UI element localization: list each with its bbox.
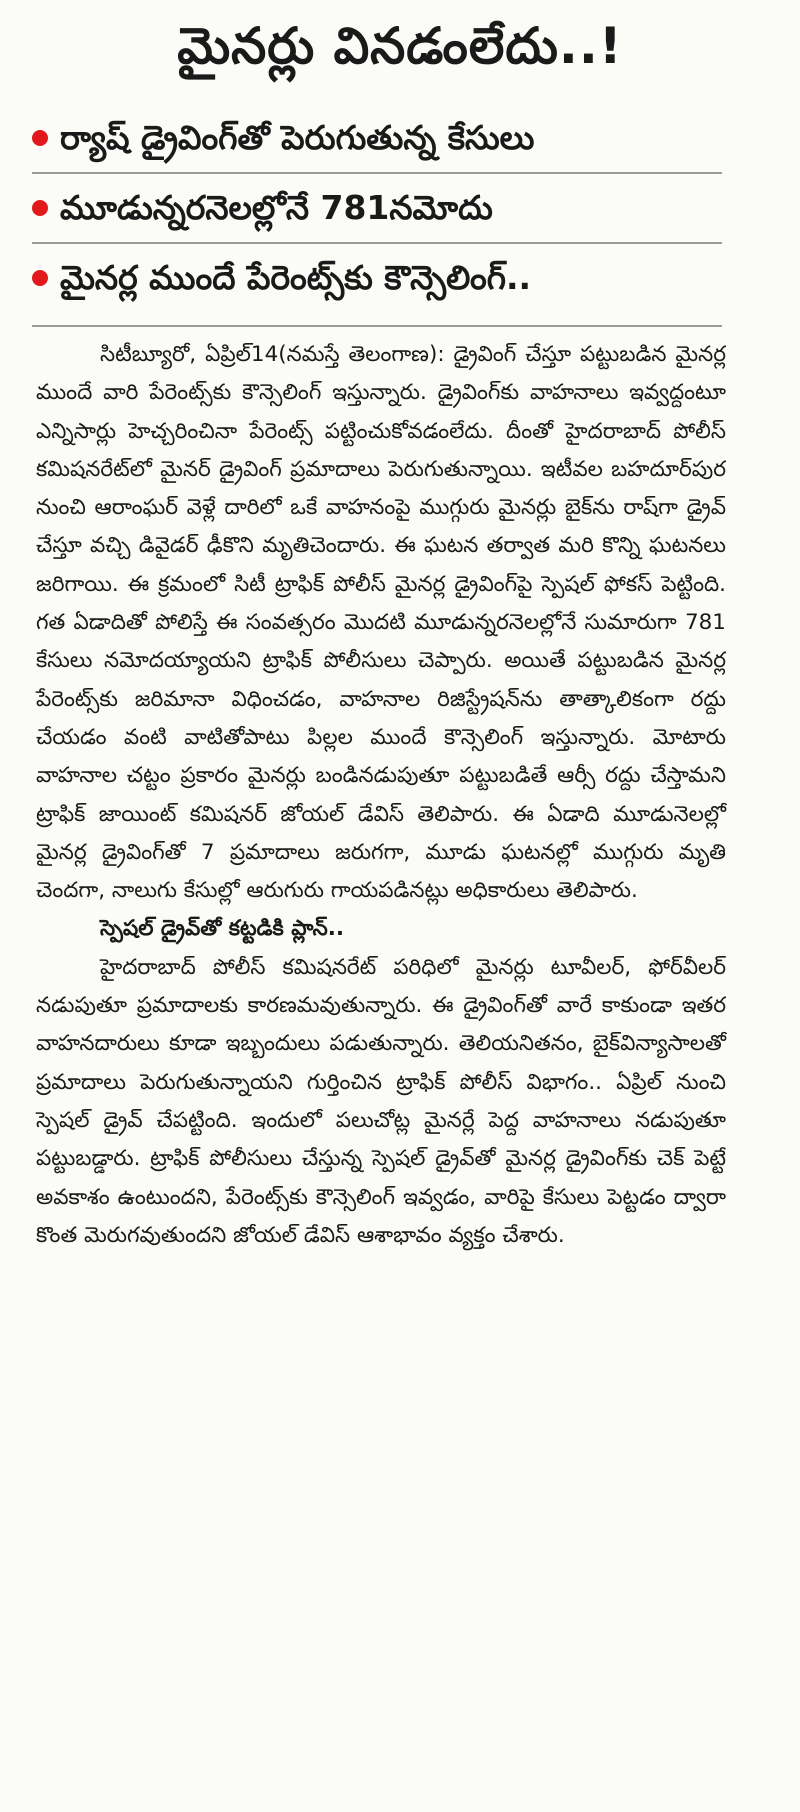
red-bullet-icon: [32, 130, 48, 146]
subheadline-2-text: మూడున్నరనెలల్లోనే 781నమోదు: [60, 188, 493, 227]
red-bullet-icon: [32, 270, 48, 286]
article-paragraph-2: హైదరాబాద్ పోలీస్ కమిషనరేట్ పరిధిలో మైనర్లు టూవీలర్, ఫోర్‌వీలర్ నడుపుతూ ప్రమాదాలకు కారణమవుతున్నారు. ఈ డ్రైవింగ్‌తో వారే కాకుండా ఇతర వాహనదారులు కూడా ఇబ్బందులు పడుతున్నారు. తెలియనితనం, బైక్‌విన్యాసాలతో ప్రమాదాలు పెరుగుతున్నాయని గుర్తించిన ట్రాఫిక్ పోలీస్ విభాగం.. ఏప్రిల్ నుంచి స్పెషల్ డ్రైవ్ చేపట్టింది. ఇందులో పలుచోట్ల మైనర్లే పెద్ద వాహనాలు నడుపుతూ పట్టుబడ్డారు. ట్రాఫిక్ పోలీసులు చేస్తున్న స్పెషల్ డ్రైవ్‌తో మైనర్ల డ్రైవింగ్‌కు చెక్ పెట్టే అవకాశం ఉంటుందని, పేరెంట్స్‌కు కౌన్సెలింగ్ ఇవ్వడం, వారిపై కేసులు పెట్టడం ద్వారా కొంత మెరుగవుతుందని జోయల్ డేవిస్ ఆశాభావం వ్యక్తం చేశారు.: [36, 954, 726, 1248]
red-bullet-icon: [32, 200, 48, 216]
headline: మైనర్లు వినడంలేదు..!: [177, 17, 623, 75]
subheadline-list: [32, 104, 722, 312]
divider: [32, 325, 722, 327]
subheadline-3-text: మైనర్ల ముందే పేరెంట్స్‌కు కౌన్సెలింగ్..: [60, 258, 532, 297]
article-subtitle: స్పెషల్ డ్రైవ్‌తో కట్టడికి ప్లాన్..: [100, 916, 345, 942]
subheadline-1-text: ర్యాష్ డ్రైవింగ్‌తో పెరుగుతున్న కేసులు: [60, 118, 535, 157]
subheadline-1: [32, 104, 722, 174]
article-paragraph-1: సిటీబ్యూరో, ఏప్రిల్14(నమస్తే తెలంగాణ): డ్రైవింగ్ చేస్తూ పట్టుబడిన మైనర్ల ముందే వారి పేరెంట్స్‌కు కౌన్సెలింగ్ ఇస్తున్నారు. డ్రైవింగ్‌కు వాహనాలు ఇవ్వద్దంటూ ఎన్నిసార్లు హెచ్చరించినా పేరెంట్స్ పట్టించుకోవడంలేదు. దీంతో హైదరాబాద్ పోలీస్ కమిషనరేట్‌లో మైనర్ డ్రైవింగ్ ప్రమాదాలు పెరుగుతున్నాయి. ఇటీవల బహదూర్‌పుర నుంచి ఆరాంఘర్ వెళ్లే దారిలో ఒకే వాహనంపై ముగ్గురు మైనర్లు బైక్‌ను రాష్‌గా డ్రైవ్ చేస్తూ వచ్చి డివైడర్ ఢీకొని మృతిచెందారు. ఈ ఘటన తర్వాత మరి కొన్ని ఘటనలు జరిగాయి. ఈ క్రమంలో సిటీ ట్రాఫిక్ పోలీస్ మైనర్ల డ్రైవింగ్‌పై స్పెషల్ ఫోకస్ పెట్టింది. గత ఏడాదితో పోలిస్తే ఈ సంవత్సరం మొదటి మూడున్నరనెలల్లోనే సుమారుగా 781 కేసులు నమోదయ్యాయని ట్రాఫిక్ పోలీసులు చెప్పారు. అయితే పట్టుబడిన మైనర్ల పేరెంట్స్‌కు జరిమానా విధించడం, వాహనాల రిజిస్ట్రేషన్‌ను తాత్కాలికంగా రద్దు చేయడం వంటి వాటితోపాటు పిల్లల ముందే కౌన్సెలింగ్ ఇస్తున్నారు. మోటారు వాహనాల చట్టం ప్రకారం మైనర్లు బండినడుపుతూ పట్టుబడితే ఆర్సీ రద్దు చేస్తామని ట్రాఫిక్ జాయింట్ కమిషనర్ జోయల్ డేవిస్ తెలిపారు. ఈ ఏడాది మూడునెలల్లో మైనర్ల డ్రైవింగ్‌తో 7 ప్రమాదాలు జరుగగా, మూడు ఘటనల్లో ముగ్గురు మృతి చెందగా, నాలుగు కేసుల్లో ఆరుగురు గాయపడినట్లు అధికారులు తెలిపారు.: [36, 342, 726, 904]
article-body: [36, 336, 726, 1255]
subheadline-2: [32, 174, 722, 244]
subheadline-3: [32, 244, 722, 312]
